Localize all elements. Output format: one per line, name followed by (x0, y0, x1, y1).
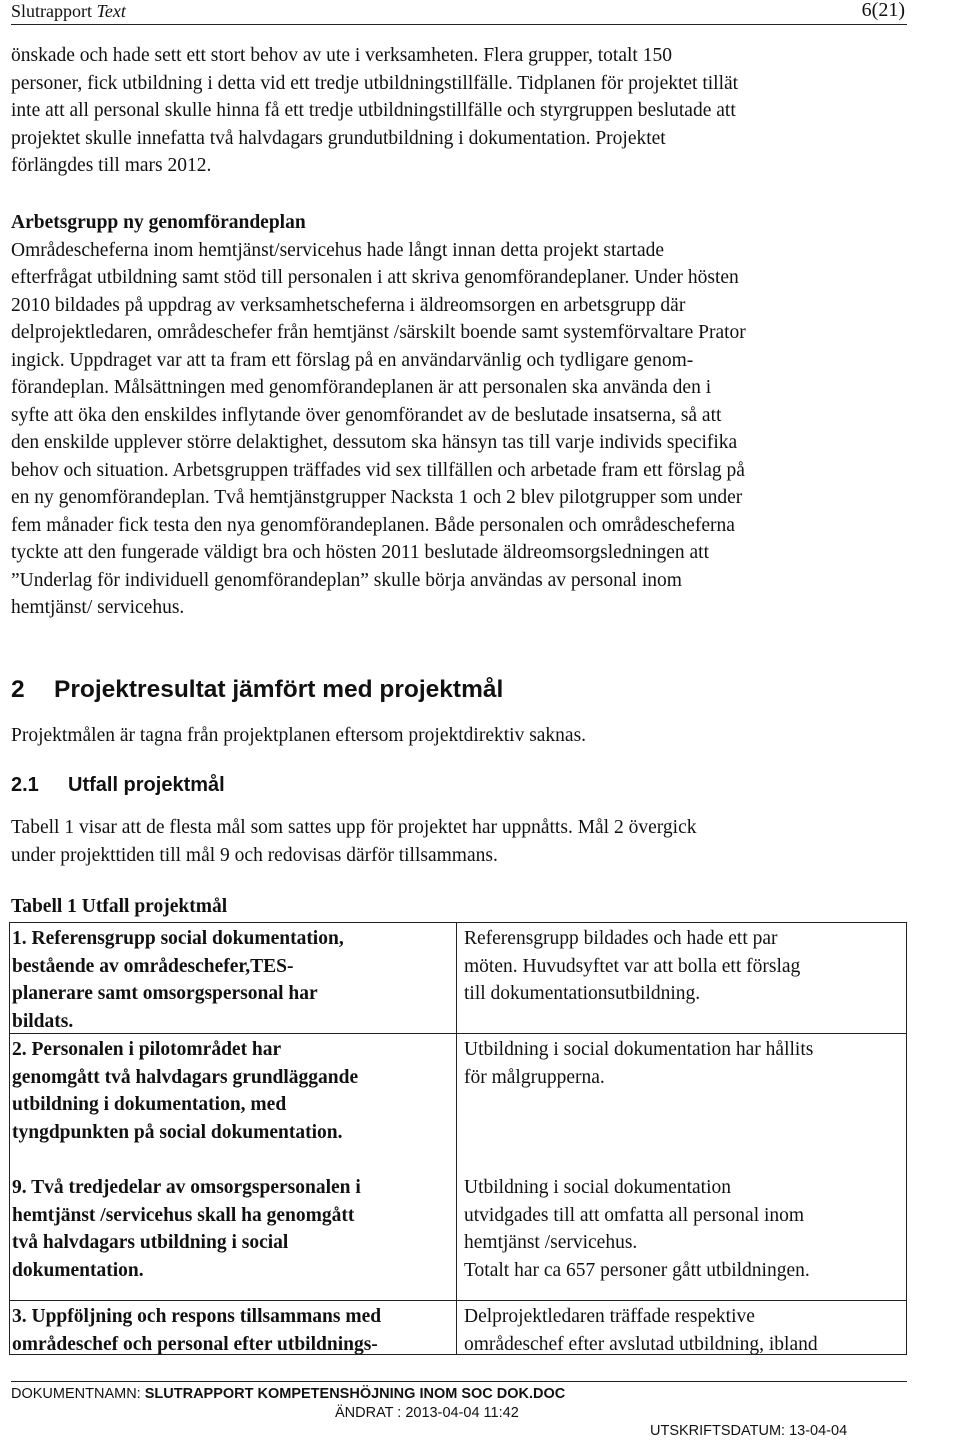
text-line: förandeplan. Målsättningen med genomförandeplanen är att personalen ska använda den i (11, 377, 712, 398)
cell-line: områdeschef efter avslutad utbildning, ibland (464, 1333, 818, 1355)
cell-line: utvidgades till att omfatta all personal inom (464, 1204, 805, 1226)
footer-changed: ÄNDRAT : 2013-04-04 11:42 (335, 1405, 519, 1421)
table-caption: Tabell 1 Utfall projektmål (11, 896, 228, 917)
text-line: den enskilde upplever större delaktighet, dessutom ska hänsyn tas till varje individs specifika (11, 432, 738, 453)
cell-line: Delprojektledaren träffade respektive (464, 1306, 755, 1327)
text-line: förlängdes till mars 2012. (11, 155, 212, 176)
cell-line: genomgått två halvdagars grundläggande (12, 1066, 359, 1088)
cell-line: områdeschef och personal efter utbildnings- (12, 1333, 378, 1355)
text-line: hemtjänst/ servicehus. (11, 597, 185, 618)
report-title-italic: Text (96, 1, 126, 21)
cell-line: Totalt har ca 657 personer gått utbildningen. (464, 1260, 810, 1282)
cell-line: möten. Huvudsyftet var att bolla ett förslag (464, 955, 801, 977)
text-line: 2010 bildades på uppdrag av verksamhetscheferna i äldreomsorgen en arbetsgrupp där (11, 294, 686, 316)
text-line: under projekttiden till mål 9 och redovisas därför tillsammans. (11, 844, 498, 866)
cell-line: till dokumentationsutbildning. (464, 983, 701, 1005)
text-line: efterfrågat utbildning samt stöd till personalen i att skriva genomförandeplaner. Under hösten (11, 267, 739, 288)
text-line: önskade och hade sett ett stort behov av ute i verksamheten. Flera grupper, totalt 150 (11, 45, 672, 66)
page-number: 6(21) (861, 0, 905, 21)
section-title: Projektresultat jämfört med projektmål (54, 676, 504, 703)
text-line: projektet skulle innefatta två halvdagars grundutbildning i dokumentation. Projektet (11, 127, 666, 149)
section-number: 2.1 (11, 774, 39, 796)
goal-cell (12, 925, 344, 1036)
cell-line: 1. Referensgrupp social dokumentation, (12, 928, 344, 949)
goal-cell (12, 1303, 381, 1358)
cell-line: hemtjänst /servicehus skall ha genomgått (12, 1204, 355, 1226)
outcome-table (9, 922, 907, 1355)
outcome-cell (464, 1303, 818, 1358)
goal-cell (12, 1036, 358, 1147)
outcome-cell (464, 1174, 810, 1285)
cell-line: 3. Uppföljning och respons tillsammans med (12, 1306, 382, 1327)
cell-line: bestående av områdeschefer,TES- (12, 955, 294, 977)
text-line: inte att all personal skulle hinna få ett tredje utbildningstillfälle och styrgruppen beslutade att (11, 100, 736, 121)
cell-line: Referensgrupp bildades och hade ett par (464, 928, 778, 949)
text-line: Områdescheferna inom hemtjänst/servicehus hade långt innan detta projekt startade (11, 239, 665, 261)
column-divider (456, 923, 457, 1354)
cell-line: tyngdpunkten på social dokumentation. (12, 1122, 343, 1144)
text-line: tyckte att den fungerade väldigt bra och hösten 2011 beslutade äldreomsorgsledningen att (11, 542, 710, 563)
footer-printed: UTSKRIFTSDATUM: 13-04-04 (650, 1423, 848, 1439)
section-title: Utfall projektmål (68, 774, 225, 796)
outcome-cell (464, 925, 800, 1008)
cell-line: planerare samt omsorgspersonal har (12, 983, 318, 1005)
section-2-text (11, 722, 911, 750)
section-2-1-text (11, 814, 911, 869)
row-divider (10, 1300, 906, 1301)
report-title-text: Slutrapport (11, 1, 97, 21)
cell-line: Utbildning i social dokumentation har hållits (464, 1039, 814, 1060)
text-line: Projektmålen är tagna från projektplanen eftersom projektdirektiv saknas. (11, 725, 587, 746)
section-2-1-heading (11, 774, 225, 797)
footer-label: DOKUMENTNAMN: (11, 1386, 145, 1402)
cell-line: två halvdagars utbildning i social (12, 1232, 289, 1254)
cell-line: dokumentation. (12, 1260, 144, 1282)
cell-line: utbildning i dokumentation, med (12, 1094, 287, 1116)
footer-rule (11, 1381, 907, 1382)
text-line: ingick. Uppdraget var att ta fram ett förslag på en användarvänlig och tydligare genom- (11, 349, 694, 371)
text-line: ”Underlag för individuell genomförandeplan” skulle börja användas av personal inom (11, 569, 682, 591)
subsection (11, 209, 911, 622)
cell-line: Utbildning i social dokumentation (464, 1177, 732, 1198)
text-line: fem månader fick testa den nya genomförandeplanen. Både personalen och områdescheferna (11, 514, 735, 536)
cell-line: bildats. (12, 1011, 74, 1033)
intro-paragraph (11, 42, 911, 180)
text-line: Tabell 1 visar att de flesta mål som sattes upp för projektet har uppnåtts. Mål 2 övergick (11, 817, 697, 838)
section-number: 2 (11, 676, 25, 703)
cell-line: för målgrupperna. (464, 1066, 605, 1088)
text-line: personer, fick utbildning i detta vid ett tredje utbildningstillfälle. Tidplanen för projektet tillät (11, 72, 739, 94)
goal-cell (12, 1174, 361, 1285)
outcome-cell (464, 1036, 813, 1091)
page-header (11, 0, 907, 25)
cell-line: 9. Två tredjedelar av omsorgspersonalen i (12, 1177, 361, 1198)
cell-line: hemtjänst /servicehus. (464, 1232, 638, 1254)
footer-doc-name: SLUTRAPPORT KOMPETENSHÖJNING INOM SOC DOK.DOC (144, 1386, 566, 1402)
subsection-title: Arbetsgrupp ny genomförandeplan (11, 212, 306, 233)
text-line: en ny genomförandeplan. Två hemtjänstgrupper Nacksta 1 och 2 blev pilotgrupper som under (11, 487, 743, 508)
report-title (11, 1, 126, 22)
section-2-heading (11, 676, 503, 704)
text-line: behov och situation. Arbetsgruppen träffades vid sex tillfällen och arbetade fram ett förslag på (11, 459, 745, 481)
cell-line: 2. Personalen i pilotområdet har (12, 1039, 282, 1060)
text-line: delprojektledaren, områdeschefer från hemtjänst /särskilt boende samt systemförvaltare Prator (11, 322, 746, 343)
footer-document-name (11, 1386, 565, 1402)
text-line: syfte att öka den enskildes inflytande över genomförandet av de beslutade insatserna, så att (11, 404, 722, 426)
